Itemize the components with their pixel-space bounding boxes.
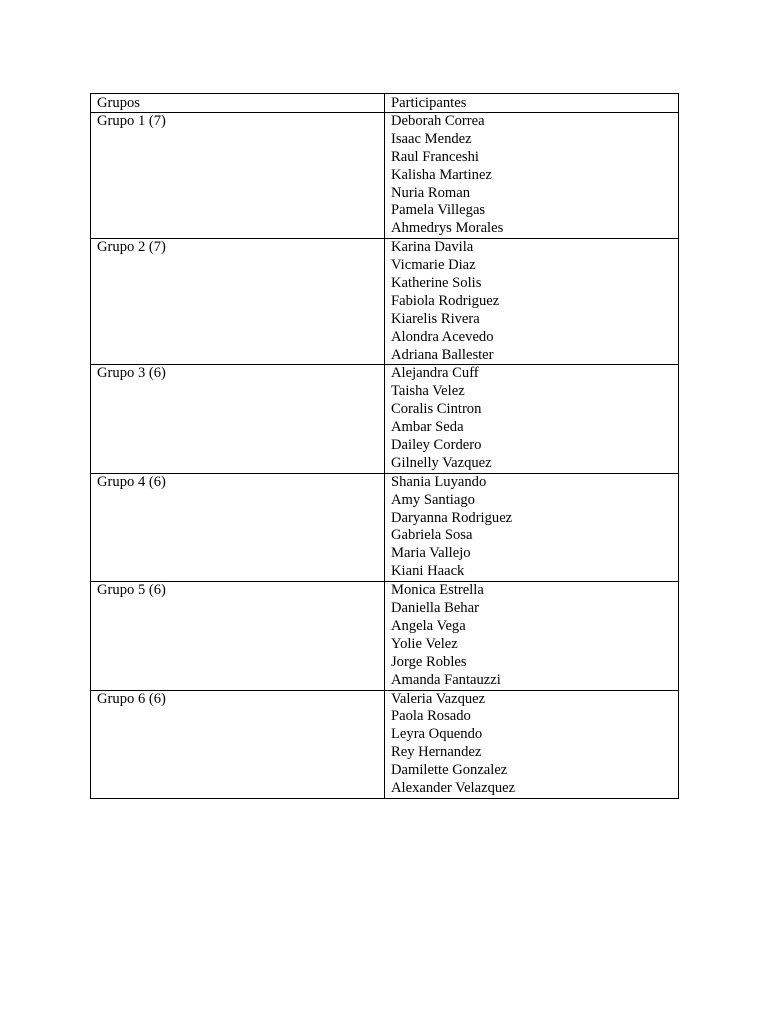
participant-name: Shania Luyando	[391, 473, 487, 490]
participant-name: Kiani Haack	[391, 563, 465, 580]
group-cell	[91, 113, 385, 239]
group-label: Grupo 1 (7)	[97, 113, 166, 129]
participant-name: Kiarelis Rivera	[391, 310, 480, 327]
header-cell-grupos: Grupos	[91, 94, 385, 113]
table-row	[91, 473, 679, 581]
table-header-row	[91, 94, 679, 113]
participant-name: Dailey Cordero	[391, 437, 482, 454]
participant-name: Alondra Acevedo	[391, 328, 494, 345]
table-row	[91, 690, 679, 798]
participant-name: Daryanna Rodriguez	[391, 509, 513, 526]
participant-name: Ahmedrys Morales	[391, 220, 504, 237]
participant-name: Deborah Correa	[391, 113, 485, 129]
group-label: Grupo 3 (6)	[97, 365, 166, 382]
participant-name: Fabiola Rodriguez	[391, 292, 500, 309]
participant-name: Adriana Ballester	[391, 346, 494, 363]
participant-name: Rey Hernandez	[391, 744, 482, 761]
group-cell	[91, 239, 385, 365]
participant-name: Pamela Villegas	[391, 202, 486, 219]
participant-name: Ambar Seda	[391, 419, 464, 436]
participant-name: Amanda Fantauzzi	[391, 671, 501, 688]
participant-name: Gabriela Sosa	[391, 527, 473, 544]
participant-name: Amy Santiago	[391, 491, 475, 508]
participant-name: Katherine Solis	[391, 275, 482, 292]
participant-name: Coralis Cintron	[391, 401, 482, 418]
participants-cell	[385, 690, 679, 798]
participant-name: Gilnelly Vazquez	[391, 454, 492, 471]
participant-name: Jorge Robles	[391, 653, 467, 670]
participants-cell	[385, 473, 679, 581]
table-body	[91, 94, 679, 799]
participants-cell	[385, 365, 679, 473]
groups-table	[90, 93, 679, 799]
participant-name: Raul Franceshi	[391, 148, 479, 165]
group-cell	[91, 365, 385, 473]
participants-cell	[385, 113, 679, 239]
participant-name: Angela Vega	[391, 617, 466, 634]
participant-name: Damilette Gonzalez	[391, 762, 508, 779]
participant-name: Valeria Vazquez	[391, 690, 486, 707]
participant-name: Nuria Roman	[391, 184, 471, 201]
group-cell	[91, 582, 385, 690]
participant-name: Monica Estrella	[391, 582, 484, 599]
group-cell	[91, 473, 385, 581]
participant-name: Alexander Velazquez	[391, 779, 516, 796]
participant-name: Taisha Velez	[391, 383, 465, 400]
participant-name: Leyra Oquendo	[391, 726, 483, 743]
participant-name: Paola Rosado	[391, 708, 471, 725]
participants-cell	[385, 582, 679, 690]
group-cell	[91, 690, 385, 798]
group-label: Grupo 4 (6)	[97, 473, 166, 490]
table-row	[91, 239, 679, 365]
group-label: Grupo 2 (7)	[97, 239, 166, 256]
participant-name: Karina Davila	[391, 239, 474, 256]
table-row	[91, 365, 679, 473]
group-label: Grupo 6 (6)	[97, 690, 166, 707]
participant-name: Alejandra Cuff	[391, 365, 479, 382]
participant-name: Yolie Velez	[391, 635, 458, 652]
participant-name: Isaac Mendez	[391, 130, 472, 147]
participant-name: Daniella Behar	[391, 600, 479, 617]
participant-name: Vicmarie Diaz	[391, 257, 476, 274]
group-label: Grupo 5 (6)	[97, 582, 166, 599]
participants-cell	[385, 239, 679, 365]
header-cell-participantes: Participantes	[385, 94, 679, 113]
participant-name: Maria Vallejo	[391, 545, 471, 562]
participant-name: Kalisha Martinez	[391, 166, 492, 183]
table-row	[91, 582, 679, 690]
table-row	[91, 113, 679, 239]
